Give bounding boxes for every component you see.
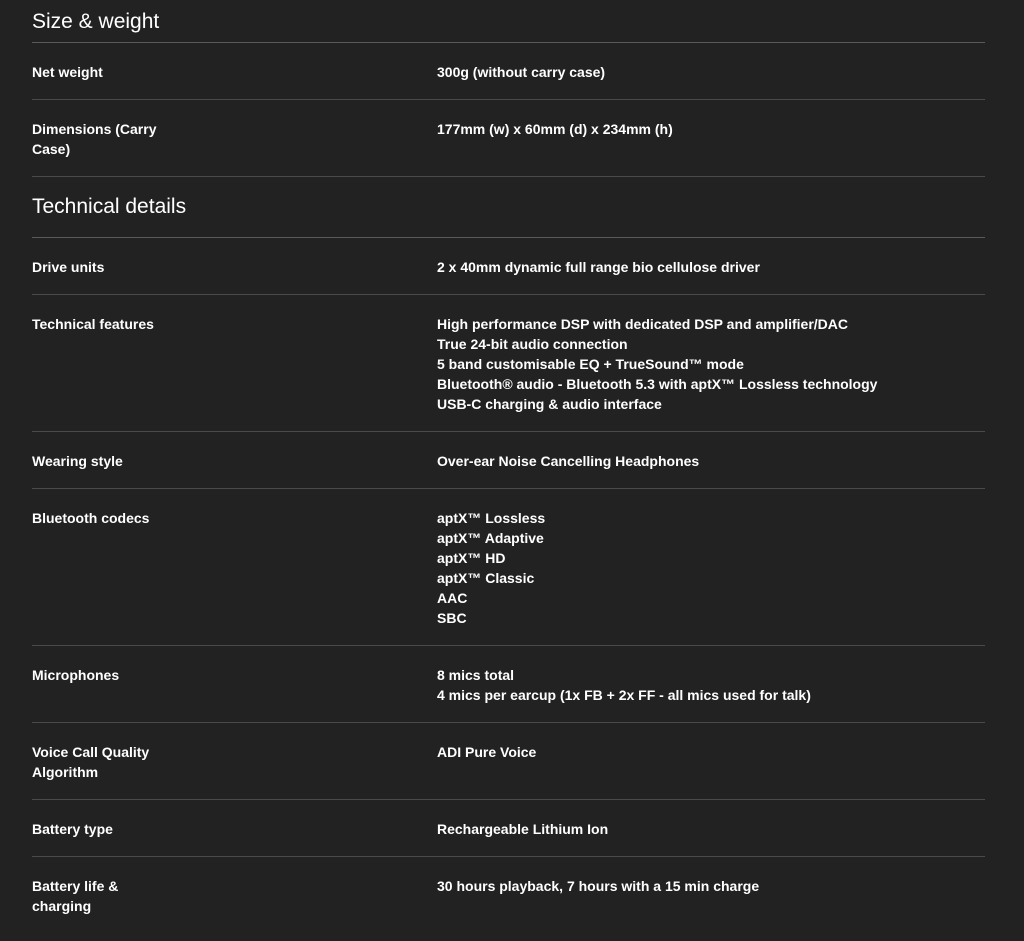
spec-values — [437, 665, 985, 705]
spec-row-wearing-style — [32, 432, 985, 489]
spec-values — [437, 119, 985, 159]
spec-value: 4 mics per earcup (1x FB + 2x FF - all mics used for talk) — [437, 687, 811, 703]
spec-label: Dimensions (Carry Case) — [32, 121, 157, 157]
spec-label: Battery life & charging — [32, 878, 119, 914]
spec-label: Voice Call Quality Algorithm — [32, 744, 150, 780]
section-title-technical-details: Technical details — [32, 177, 985, 238]
spec-value: AAC — [437, 590, 468, 606]
spec-value: Over-ear Noise Cancelling Headphones — [437, 453, 700, 469]
spec-row-drive-units — [32, 238, 985, 295]
spec-row-microphones — [32, 646, 985, 723]
spec-values — [437, 819, 985, 839]
spec-label: Wearing style — [32, 453, 123, 469]
spec-row-voice-call-quality — [32, 723, 985, 800]
spec-value: Bluetooth® audio - Bluetooth 5.3 with aptX™ Lossless technology — [437, 376, 878, 392]
spec-row-dimensions — [32, 100, 985, 177]
spec-value: SBC — [437, 610, 467, 626]
spec-label: Bluetooth codecs — [32, 510, 150, 526]
spec-row-bluetooth-codecs — [32, 489, 985, 646]
spec-value: 177mm (w) x 60mm (d) x 234mm (h) — [437, 121, 673, 137]
spec-row-net-weight — [32, 43, 985, 100]
spec-value: 5 band customisable EQ + TrueSound™ mode — [437, 356, 744, 372]
spec-values — [437, 314, 985, 414]
spec-value: 30 hours playback, 7 hours with a 15 min charge — [437, 878, 760, 894]
spec-values — [437, 876, 985, 914]
spec-values — [437, 257, 985, 277]
spec-value: True 24-bit audio connection — [437, 336, 628, 352]
spec-value: 8 mics total — [437, 667, 515, 683]
spec-value: 2 x 40mm dynamic full range bio cellulose driver — [437, 259, 760, 275]
spec-label: Microphones — [32, 667, 120, 683]
spec-label: Drive units — [32, 259, 105, 275]
spec-values — [437, 742, 985, 782]
spec-value: High performance DSP with dedicated DSP and amplifier/DAC — [437, 316, 849, 332]
spec-value: Rechargeable Lithium Ion — [437, 821, 609, 837]
spec-row-battery-life — [32, 857, 985, 931]
spec-value: aptX™ Adaptive — [437, 530, 544, 546]
spec-value: aptX™ HD — [437, 550, 506, 566]
spec-value: 300g (without carry case) — [437, 64, 606, 80]
spec-label: Technical features — [32, 316, 154, 332]
spec-row-battery-type — [32, 800, 985, 857]
spec-value: USB-C charging & audio interface — [437, 396, 662, 412]
spec-values — [437, 451, 985, 471]
specs-page — [32, 0, 985, 931]
spec-value: aptX™ Lossless — [437, 510, 546, 526]
spec-value: ADI Pure Voice — [437, 744, 537, 760]
spec-label: Battery type — [32, 821, 113, 837]
section-title-size-weight: Size & weight — [32, 0, 985, 43]
spec-label: Net weight — [32, 64, 103, 80]
spec-value: aptX™ Classic — [437, 570, 535, 586]
spec-values — [437, 508, 985, 628]
spec-values — [437, 62, 985, 82]
spec-row-technical-features — [32, 295, 985, 432]
